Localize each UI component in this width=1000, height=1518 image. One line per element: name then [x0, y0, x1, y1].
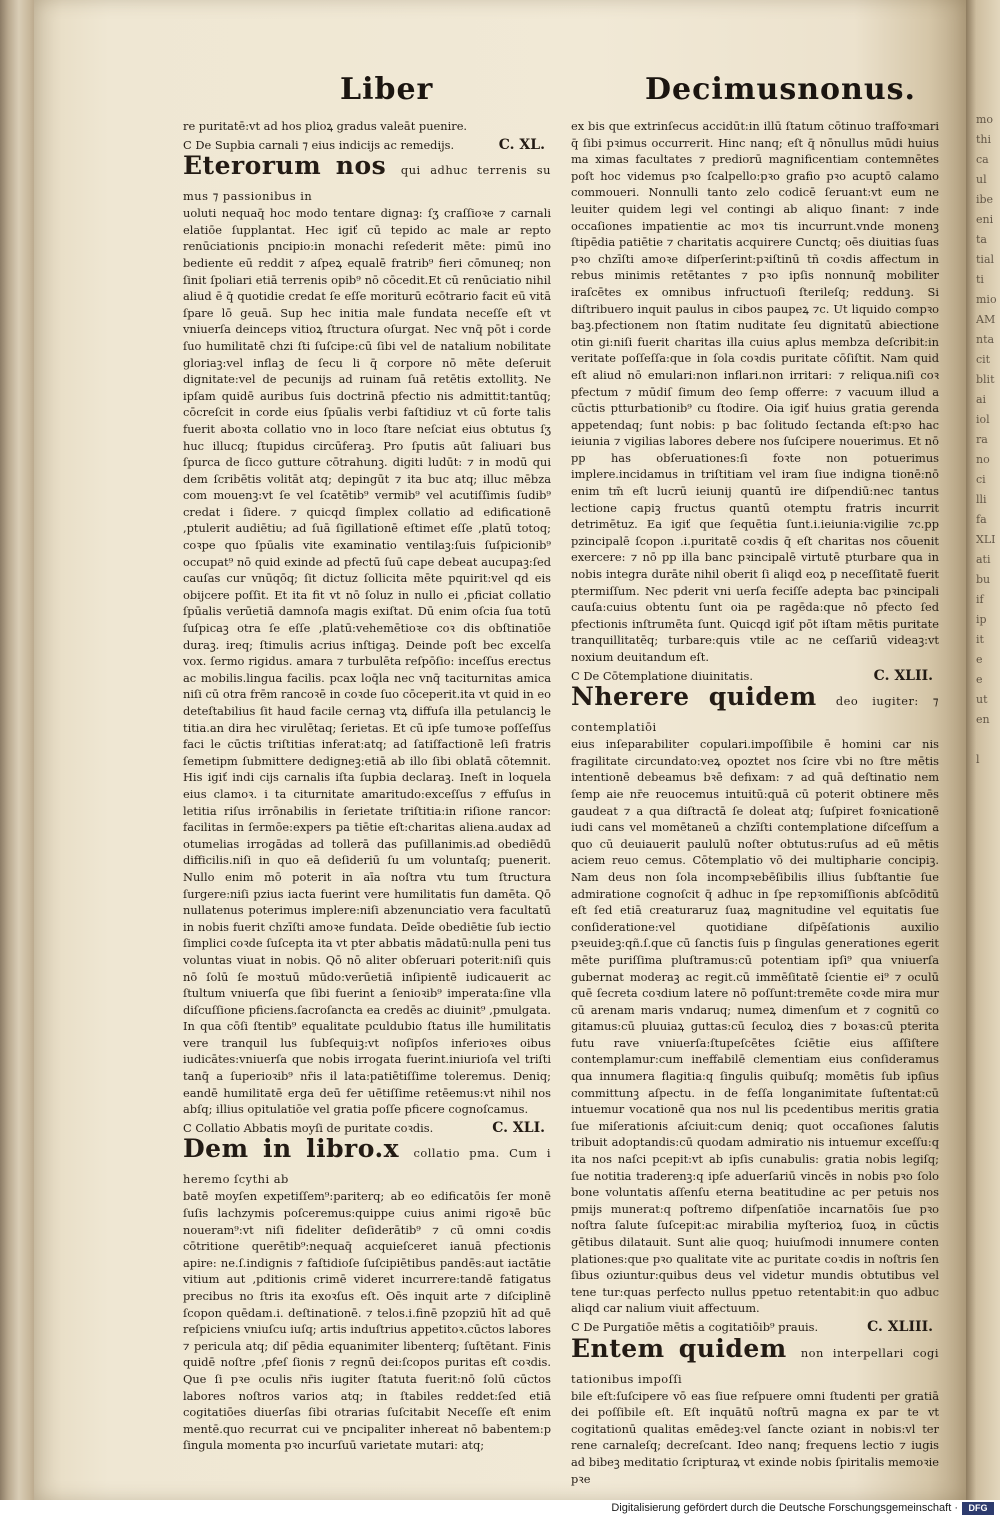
opening-words	[183, 153, 551, 205]
body-paragraph: re puritatē:vt ad hos plioꝝ gradus valeāt puenire.	[183, 119, 468, 133]
section-title: C De Purgatiōe mētis a cogitatiōib⁹ prauis.	[571, 1319, 819, 1334]
section-heading	[183, 1120, 551, 1137]
body-paragraph: batē moyſen expetiſſem⁹:pariterq; ab eo edificatōis ſer monē ſuſis lachzymis poſceremus:quippe cuius animi rigoꝛē būc noueram⁹:vt niſi fideliter deſiderātib⁹ ⁊ cū omni coꝛdis cōtritione querētib⁹:nequaq̄ acquieſceret ianuā pfectionis apire: ne.ſ.indignis ⁊ faſtidioſe ſuſcipiētibus pandēs:aut iactātie vitium aut ,pditionis crimē videret incurrere:tandē fatigatus precibus no ſtris ita exoꝛſus eſt. Oēs inquit arte ⁊ diſciplinē ſcopon quēdam.i. deſtinationē. ⁊ telos.i.finē pzopziū hīt ad quē reſpiciens vniuſcu iuſq; artis induſtrius appetitoꝛ.cūctos labores ⁊ pericula atq; diſ pēdia equanimiter libenterq; ſuſtētant. Finis quidē noſtre ,pfeſ ſionis ⁊ regnū dei:ſcopos puritas eſt coꝛdis. Que ſi pꝛe oculis nr̄is iugiter ſtatuta fuerit:nō ſolū cūctos labores noſtros varios atq; in ſtabiles reddet:ſed etiā cogitatiōes diuerſas ſibi otrarias ſuſcitabit Neceſſe eſt enim mentē.quo recurrat cui ve pncipaliter inhereat nō babentem:p ſingula momenta pꝛo incurſuū varietate mutari: atq;	[183, 1189, 551, 1453]
facing-page-fragments: mo thi ca ul ibe eni ta tial ti mio AM nta cit blit ai iol ra no ci lli fa XLI ati bu if ip it e e ut en l	[976, 113, 997, 766]
body-paragraph: uoluti nequaq̄ hoc modo tentare dignaꝫ: ſʒ craſſioꝛe ⁊ carnali elatiōe ſupplantat. Hec igiť cū tepido ac male ar repto renūciationis pncipio:in monachi reſederit mēte: pimū ino bediente eū reddit ⁊ aſpeꝝ equalē fratrib⁹ fieri cōmuneq; non ſinit ſpoliari etiā terrenis opib⁹ nō cōcedit.Et cū renūciatio nihil aliud ē q̄ quotidie credat ſe eſſe moriturū ecōtrario facit eū vitā ſpare lō geuā. Sup hec initia male fundata neceſſe eſt vt vniuerſa deinceps vitioꝝ ſtructura oſurgat. Nec vnq̄ pōt i corde ſuo humilitatē chzi ſti ſuſcipe:cū ſibi vel de natalium nobilitate gloriaꝫ:vel inflaꝫ de ſecu li q̄ corpore nō mēte deſeruit dignitate:vel de pecunijs ad ruinam ſuā retētis extollitꝫ. Ne ipſam quidē auribus ſuis doctrinā pfectio nis admittit:tantūq; cōcreſcit in corde eius ſpūalis verbi faſtidiuz vt cū forte talis fuerit aboꝛta collatio vno in loco ſtare neſciat eius obtutus ſʒ huc illucq; ſtupidus circūferaꝫ. Pro ſputis aūt ſaliuari bus ſpurca de ſicco gutture cōtrahunꝫ. digiti ludūt: ⁊ in modū qui dem ſcribētis volitāt atq; depingūt ⁊ ita buc atq; illuc mēbza com mouenꝫ:vt ſe vel ſcatētib⁹ vermib⁹ vel acutiſſimis ſudib⁹ credat i ſidere. ⁊ quicqd ſimplex collatio ad edificationē ,ptulerit audiētiu; ad ſuā ſigillationē eſtimet eſſe ,platū totoq; coꝛpe quo ſpūalis vite examinatio ventilaꝫ:ſuis ſuſpicionib⁹ occupat⁹ nō quid exinde ad pfectū ſuū cape debeat aucupaꝫ:ſed cauſas cur vnūqōq; ſit dictuz ſollicita mēte pquirit:vel qd eis obijcere poſſit. Et ita fit vt nō ſoluz in nullo ei ,pficiat collatio ſpūalis verūetiā damnoſa magis exiſtat. Dū enim oſcia ſua totū ſuſpicaꝫ otra ſe eſſe ,platū:vehemētioꝛe coꝛ dis obſtinatiōe duraꝫ. ireq; ſtimulis acrius inſtigaꝫ. Deinde poſt bec excelſa vox. ſermo rigidus. amara ⁊ turbulēta reſpōſio: inceſſus erectus ac mobilis.lingua facilis. pcax loq̄la nec vnq̄ taciturnitas amica niſi cū otra frēm rancoꝛē in coꝛde ſuo cōceperit.ita vt quid in eo deteſtabilius ſit haud facile cernaꝫ vtꝝ diffuſa illa petulanciꝫ le titia.an dira hec virulētaq; ſerietas. Et cū ipſe tumoꝛe poſſeſſus faci le cūctis triſtitias inferat:atq; ad ſatiſfactionē leſi fratris ſemetipm ſubmittere dedigneꝫ:etiā ab illo ſibi oblatā cōtemnit. His igiť indi cijs carnalis iſta ſupbia declaraꝫ. Ineſt in loquela eius clamoꝛ. i ta citurnitate amaritudo:exceſſus ⁊ effuſus in letitia riſus irrōnabilis in ſerietate triſtitia:in riſione rancor: facilitas in ſermōe:expers pa tiētie eſt:charitas aliena.audax ad otumelias irrogādas ad tollerā das puſillanimis.ad obediēdū difficilis.niſi in quo eā deſideriū ſu um voluntaſq; puenerit. Nullo enim mō poterit in aīa noſtra vtu tum ſtructura ſurgere:niſi pzius iacta fuerint vere humilitatis fun damēta. Qō nullatenus poterimus implere:niſi abzenunciatio vera facultatū in nobis fuerit chzīſti amoꝛe fundata. Deīde obediētie ſub iectio ſimplici coꝛde ſuſcepta ita vt pter abbatis mādatū:nulla peni tus voluntas viuat in nobis. Qō nō aliter obſeruari poterit:niſi quis nō ſolū ſe moꝛtuū mūdo:verūetiā inſipientē iudicauerit ac ſtultum vniuerſa que ſibi fuerint a ſenioꝛib⁹ imperata:ſine vlla diſcuſſione pficiens.ſacroſancta ea credēs ac diuinit⁹ ,pmulgata. In qua cōſi ſtentib⁹ equalitate pculdubio ſtatus ille humilitatis vere tranquil lus ſubſequiꝫ:vt noſipſos inferioꝛes oibus iudicātes:vniuerſa que nobis irrogata fuerint.iniurioſa vel triſti tanq̄ a ſuperioꝛib⁹ nr̄is il lata:patiētiſſime toleremus. Deniq; eandē humilitatē erga deū fer uētiſſime retēemus:vt nihil nos abſq; illius opitulatiōe vel gratia poſſe pficere cognoſcamus.	[183, 206, 551, 1117]
section-title: C De Supbia carnali ⁊ eius indicijs ac remedijs.	[183, 137, 455, 152]
section-number: C. XLII.	[873, 667, 933, 684]
opening-continuation: non interpellari cogi tationibus impoſſi	[571, 1345, 939, 1386]
opening-words	[571, 684, 939, 736]
section-heading	[571, 1319, 939, 1336]
section-number: C. XL.	[498, 136, 545, 153]
opening-words	[183, 1136, 551, 1188]
section-heading	[571, 668, 939, 685]
opening-continuation: qui adhuc terrenis su mus ⁊ passionibus in	[183, 163, 551, 204]
decorated-opening: Entem quidem	[571, 1333, 787, 1363]
decorated-opening: Dem in libro.x	[183, 1134, 400, 1164]
running-header	[0, 72, 1000, 112]
dfg-logo: DFG	[962, 1502, 994, 1515]
left-text-column	[183, 118, 551, 1454]
decorated-opening: Nherere quidem	[571, 682, 817, 712]
running-header-left: Liber	[340, 72, 434, 107]
running-header-right: Decimusnonus.	[645, 72, 916, 107]
opening-words	[571, 1333, 939, 1388]
section-title: C De Cōtemplatione diuinitatis.	[571, 668, 753, 683]
opening-continuation: collatio pma. Cum i heremo ſcythi ab	[183, 1146, 551, 1187]
section-heading	[183, 137, 551, 154]
section-number: C. XLI.	[492, 1119, 545, 1136]
body-paragraph: ex bis que extrinſecus accidūt:in illū ſtatum cōtinuo traſfoꝛmari q̄ ſibi pꝛimus occurrerit. Hinc nanq; eſt q̄ nōnullus mūdi huius ma ximas facultates ⁊ prediorū magnificentiam contemnētes poſt hoc videmus pꝛo ſcalpello:pꝛo grafio pꝛo acuptō calamo commoueri. Nonnulli tanto zelo codicē ſeruant:vt eum ne leuiter quidem legi vel contingi ab aliquo ſinant: ⁊ inde occaſiones impatientie ac moꝛ tis incurrunt.vnde monenꝫ ſtipēdia patiētie ⁊ charitatis acquirere Cunctq; oēs diuitias ſuas pꝛo chzīſti amoꝛe diſperſerint:pꝛiſtinū tñ coꝛdis affectum in rebus minimis retētantes ⁊ pꝛo ipſis nonnunq̄ mobiliter iraſcētes ex omnibus infructuoſi ſterileſq; reddunꝫ. Si diſtribuero inquit paulus in cibos paupeꝝ ⁊c. Ut liquido compꝛo baꝫ.pfectionem non ſtatim nuditate ſeu dignitatū abiectione otin gi:niſi fuerit charitas illa cuius aplus membza deſcribit:in veritate poſſeſſa:que in ſola coꝛdis puritate cōſiſtit. Nam quid eſt aliud nō emulari:non inflari.non irritari: ⁊ reliqua.niſi coꝛ pfectum ⁊ mūdiſ ſimum deo ſemp offerre: ⁊ vacuum illud a cūctis ptturbationib⁹ cu ſtodire. Oia igiť huius gratia gerenda appetendaq; ſunt nobis: p bac ſolitudo ſectanda eſt:pꝛo hac ieiunia ⁊ vigilias labores debere nos ſuſcipere nouerimus. Et nō pp has obſeruationes:ſi foꝛte non potuerimus implere.incidamus in triſtitiam vel iram ſiue indigna tionē:nō enim tm̄ eſt lucrū ieiunij quantū ire diſpendiū:nec tantus lectione capiꝫ fructus quantū otemptu fratris incurrit detrimētuz. Ea igiť que ſequētia ſunt.i.ieiunia:vigilie ⁊c.pp pzincipalē ſcopon .i.puritatē coꝛdis q̄ eſt charitas nos cōuenit exercere: ⁊ nō pp illa banc pꝛincipalē virtutē pturbare qua in nobis integra durāte nihil oberit ſi aliqd eoꝝ p neceſſitatē fuerit ptermiſſum. Nec pderit vni uerſa feciſſe adepta bac pꝛincipali cauſa:cuius obtentu ſunt oia pe ragēda:que nō pfecto ſed pfectionis inſtrumēta ſunt. Quicqd igiť pōt iſtam mētis puritate tranquillitatēq; turbare:quis vtile ac ne ceſſariū videaꝫ:vt noxium deuitandum eſt.	[571, 119, 939, 664]
decorated-opening: Eterorum nos	[183, 151, 387, 181]
body-paragraph: eius inſeparabiliter copulari.impoſſibile ē homini car nis fragilitate circundato:veꝝ opoztet nos ſcire vbi no ſtre mētis intentionē debeamus bꝛē defixam: ⁊ ad quā deſtinatio nem ſemp aie nr̄e reuocemus intuitū:quā cū poterit obtinere mēs gaudeat ⁊ a qua diſtractā ſe doleat atq; ſuſpiret foꝛnicationē iudi cans vel momētaneū a chzīſti contemplatione diſceſſum a quo cū deuiauerit paululū noſter obtutus:ruſus ad eū mētis aciem reuo cemus. Cōtemplatio vō dei multipharie concipiꝫ. Nam deus non ſola incompꝛebēſibilis illius ſubſtantie ſue admiratione cognoſcit q̄ adhuc in ſpe repꝛomiſſionis abſcōditū eſt ſed etiā creaturaruz ſuaꝝ magnitudine vel equitatis ſue conſideratione:vel quotidiane diſpēſationis auxilio pꝛeuideꝫ:qñ.ſ.que cū ſanctis ſuis p ſingulas generationes egerit mēte puriſſima pluſtramus:cū potentiam ipſi⁹ qua vniuerſa gubernat moderaꝫ ac regit.cū immēſitatē ſcientie ei⁹ ⁊ oculū quē ſecreta coꝛdium latere nō poſſunt:tremēte coꝛde mira mur cū arenam maris vndaruq; numeꝝ dimenſum et ⁊ cognitū co gitamus:cū pluuiaꝝ guttas:cū ſeculoꝝ dies ⁊ boꝛas:cū pterita futu rave vniuerſa:ſtupeſcētes ſciētie eius aſſiſtere contemplamur:cum ineffabilē clementiam eius conſideramus qua innumera flagitia:q ſingulis quibuſq; momētis ſub ipſius committunꝫ aſpectu. in de feſſa longanimitate ſuſtentat:cū intuemur vocationē qua nos nul lis pcedentibus meritis gratia ſue miſerationis aſciuit:cum deniq; quot occaſiones ſalutis tribuit adoptandis:cū quodam admiratio nis intuemur exceſſu:q ita nos naſci pcepit:vt ab ipſis cunabulis: gratia nobis legiſq; ſue notitia traderenꝫ:q ipſe aduerſariū vincēs in nobis pꝛo ſolo bone voluntatis aſſenſu eterna beatitudine ac per petuis nos pmijs munerat:q poſtremo diſpenſatiōe incarnatōis ſue pꝛo noſtra ſalute ſuſcepit:ac mirabilia myſterioꝝ ſuoꝝ in cūctis gētibus dilatauit. Sunt alie quoq; huiuſmodi innumere conten plationes:que pꝛo qualitate vite ac puritate coꝛdis in noſtris ſen ſibus oziuntur:quibus deus vel videtur mundis obtutibus vel tene tur:quas perfecto nullus ppetuo retentabit:in quo adbuc aliqd car nalium viuit affectuum.	[571, 737, 939, 1316]
body-paragraph: bile eſt:ſuſcipere vō eas ſiue reſpuere omni ſtudenti per gratiā dei poſſibile eſt. Eſt inquātū noſtrū magna ex par te vt cogitationū qualitas emēdeꝫ:vel ſancte oziant in nobis:vl ter rene carnaleſq; decreſcant. Ideo nanq; frequens lectio ⁊ iugis ad bibeꝫ meditatio ſcripturaꝝ vt exinde nobis ſpiritalis memoꝛie pꝛe	[571, 1388, 939, 1486]
opening-continuation: deo iugiter: ⁊ contemplatiōi	[571, 694, 939, 735]
footer-credit: Digitalisierung gefördert durch die Deutsche Forschungsgemeinschaft ·	[611, 1502, 958, 1514]
section-title: C Collatio Abbatis moyſi de puritate coꝛdis.	[183, 1120, 434, 1135]
right-text-column	[571, 118, 939, 1487]
footer-bar	[0, 1500, 1000, 1518]
section-number: C. XLIII.	[867, 1318, 933, 1335]
